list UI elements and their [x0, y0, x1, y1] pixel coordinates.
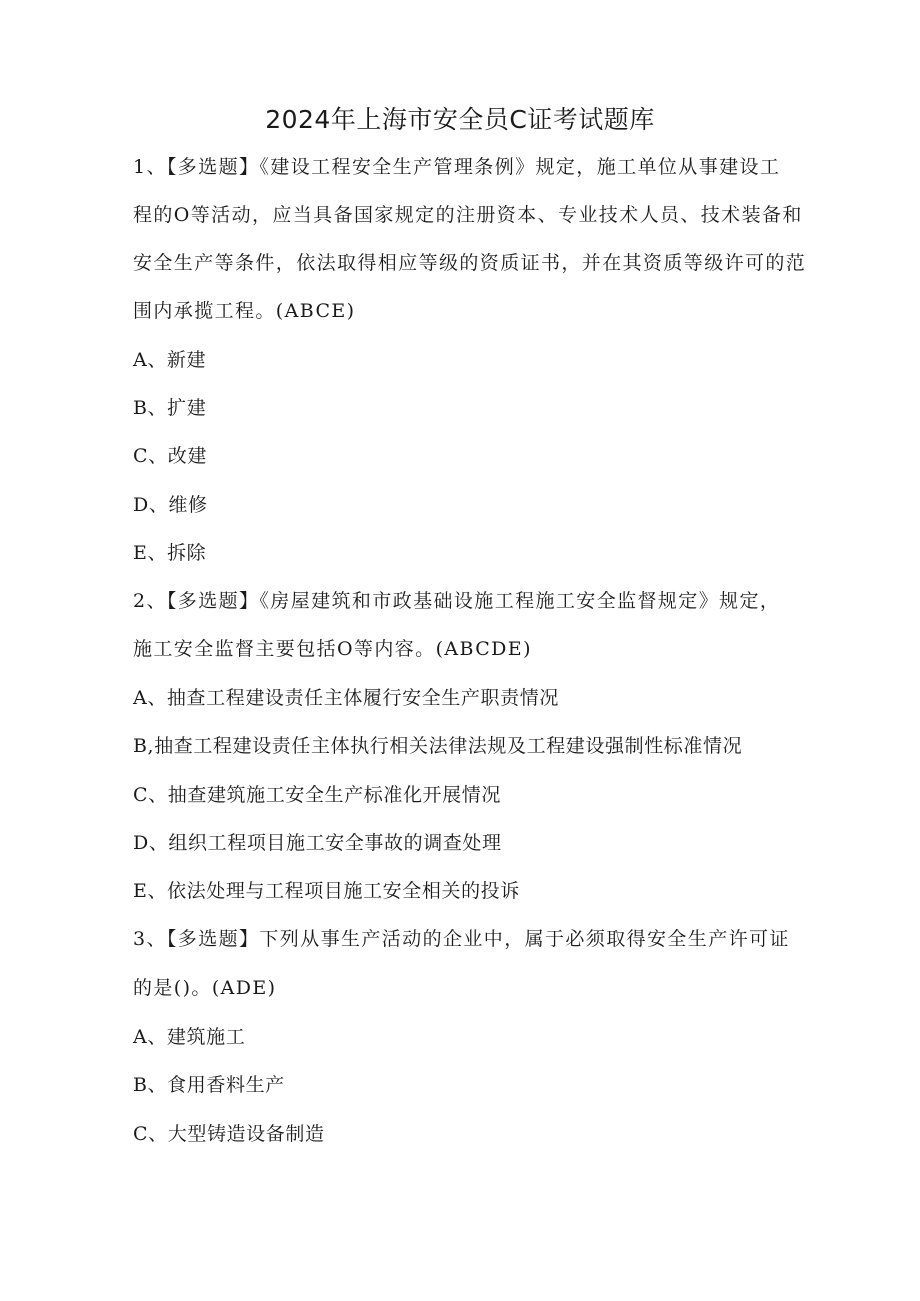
- question-3-option-c: C、大型铸造设备制造: [133, 1123, 325, 1145]
- question-3-option-b: B、食用香料生产: [133, 1074, 285, 1096]
- question-1-stem-line-2: 程的O等活动，应当具备国家规定的注册资本、专业技术人员、技术装备和: [133, 204, 803, 226]
- question-2-stem-line-2: 施工安全监督主要包括O等内容。(ABCDE): [133, 638, 532, 660]
- question-1-option-d: D、维修: [133, 494, 208, 516]
- document-title: 2024年上海市安全员C证考试题库: [265, 105, 655, 134]
- question-3-stem-line-2: 的是()。(ADE): [133, 977, 277, 999]
- question-2-option-a: A、抽查工程建设责任主体履行安全生产职责情况: [133, 687, 559, 709]
- question-3-option-a: A、建筑施工: [133, 1026, 246, 1048]
- question-1-option-b: B、扩建: [133, 397, 207, 419]
- question-2-option-b: B,抽查工程建设责任主体执行相关法律法规及工程建设强制性标准情况: [133, 735, 743, 757]
- question-1-stem-line-3: 安全生产等条件，依法取得相应等级的资质证书，并在其资质等级许可的范: [133, 252, 807, 274]
- question-2-option-d: D、组织工程项目施工安全事故的调查处理: [133, 832, 502, 854]
- question-2-option-e: E、依法处理与工程项目施工安全相关的投诉: [133, 880, 520, 902]
- question-1-option-e: E、拆除: [133, 542, 207, 564]
- question-1-option-c: C、改建: [133, 445, 207, 467]
- question-3-stem-line-1: 3、【多选题】下列从事生产活动的企业中，属于必须取得安全生产许可证: [133, 928, 790, 950]
- question-2-option-c: C、抽查建筑施工安全生产标准化开展情况: [133, 784, 501, 806]
- question-1-option-a: A、新建: [133, 349, 207, 371]
- question-1-stem-line-4: 围内承揽工程。(ABCE): [133, 300, 356, 322]
- question-1-stem-line-1: 1、【多选题】《建设工程安全生产管理条例》规定，施工单位从事建设工: [133, 156, 781, 178]
- question-2-stem-line-1: 2、【多选题】《房屋建筑和市政基础设施工程施工安全监督规定》规定，: [133, 590, 781, 612]
